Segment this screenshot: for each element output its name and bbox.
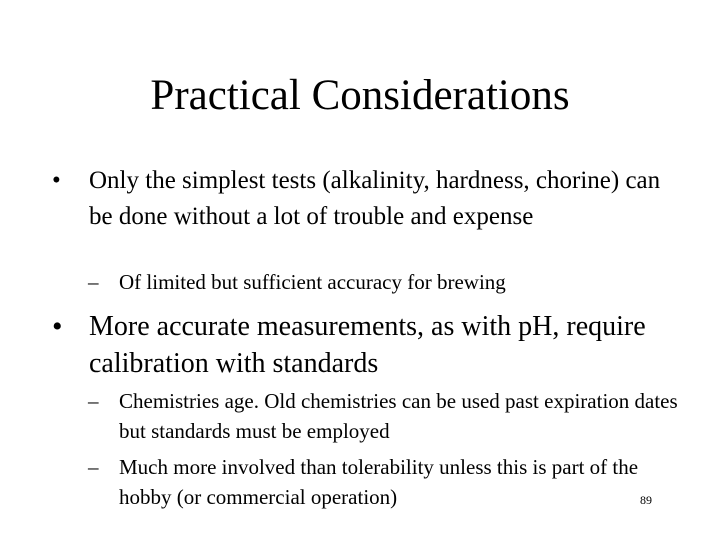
slide-title: Practical Considerations xyxy=(150,72,570,119)
sub-bullet-marker: – xyxy=(88,389,99,413)
bullet-marker: • xyxy=(52,167,61,194)
sub-bullet-item xyxy=(88,386,678,446)
page-number: 89 xyxy=(640,493,652,507)
sub-bullet-item xyxy=(88,267,678,297)
bullet-text: More accurate measurements, as with pH, require calibration with standards xyxy=(89,311,646,379)
bullet-item xyxy=(52,308,692,382)
sub-bullet-item xyxy=(88,452,678,512)
bullet-item xyxy=(52,163,672,235)
bullet-text: Only the simplest tests (alkalinity, hardness, chorine) can be done without a lot of trouble and expense xyxy=(89,167,661,230)
sub-bullet-text: Much more involved than tolerability unless this is part of the hobby (or commercial operation) xyxy=(119,455,639,509)
sub-bullet-marker: – xyxy=(88,270,99,294)
sub-bullet-text: Chemistries age. Old chemistries can be used past expiration dates but standards must be employed xyxy=(119,389,678,443)
sub-bullet-marker: – xyxy=(88,455,99,479)
bullet-marker: • xyxy=(52,310,63,343)
sub-bullet-text: Of limited but sufficient accuracy for brewing xyxy=(119,270,506,294)
